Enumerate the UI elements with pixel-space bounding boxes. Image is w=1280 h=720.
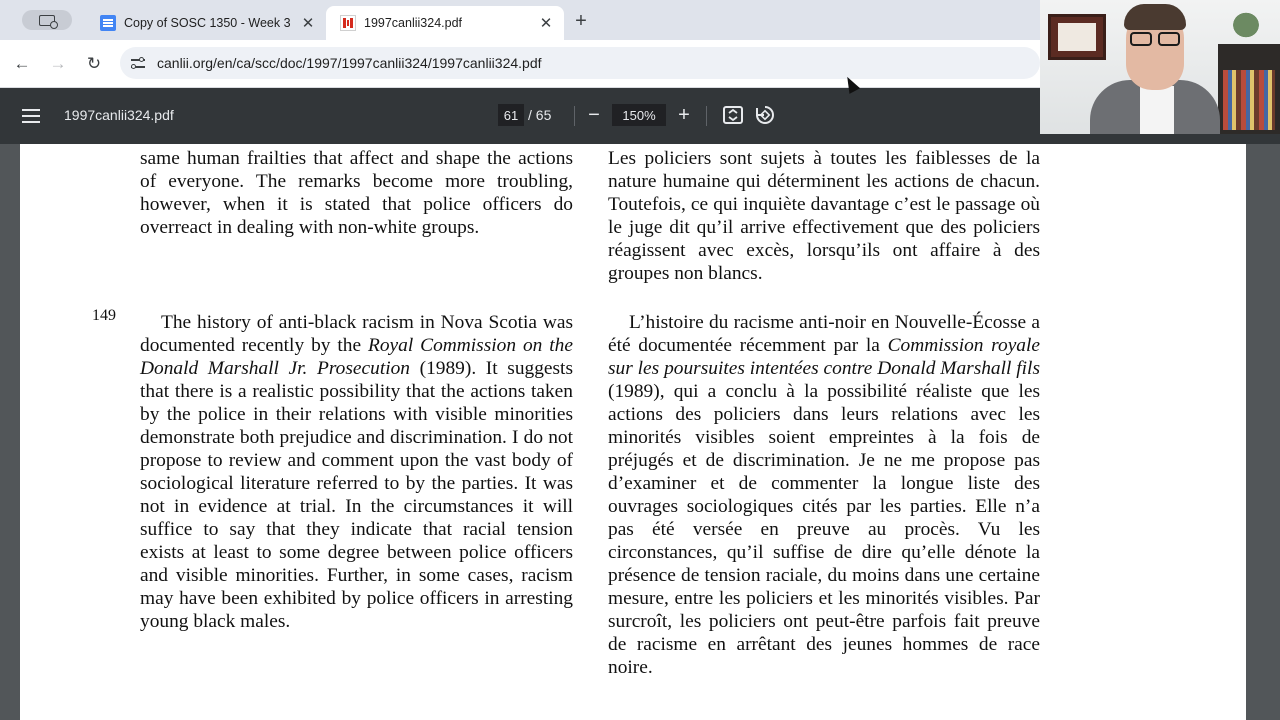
address-bar[interactable] bbox=[120, 47, 1040, 79]
page-number-input[interactable]: 61 bbox=[498, 104, 524, 126]
paragraph-number: 149 bbox=[92, 307, 116, 324]
framed-certificate bbox=[1048, 14, 1106, 60]
plant bbox=[1226, 6, 1266, 44]
pdf-page bbox=[20, 144, 1246, 720]
english-paragraph-continued: same human frailties that affect and shape the actions of everyone. The remarks become more troubling, however, when it is stated that police officers do overreact in dealing with non-white groups. bbox=[140, 148, 573, 238]
back-button[interactable]: ← bbox=[13, 54, 31, 73]
rotate-icon[interactable] bbox=[754, 104, 776, 126]
tab-title: 1997canlii324.pdf bbox=[364, 16, 462, 30]
tab-google-doc[interactable] bbox=[86, 6, 326, 40]
toolbar-divider bbox=[706, 106, 707, 126]
french-paragraph: L’histoire du racisme anti-noir en Nouvelle-Écosse a été documentée récemment par la Commission royale sur les poursuites intentées contre Donald Marshall fils (1989), qui a conclu à la possibilité réaliste que les actions des policiers dans leurs relations avec les minorités visibles soient empreintes à la fois de préjugés et de discrimination. Je ne me propose pas d’examiner et de commenter la longue liste des ouvrages sociologiques cités par les parties. Elle n’a pas été versée en preuve au procès. Vu les circonstances, qu’il suffise de dire qu’elle dénote la présence de tension raciale, du moins dans une certaine mesure, entre les policiers et les minorités visibles. Par surcroît, les policiers ont peut-être parfois fait preuve de racisme en arrêtant des jeunes hommes de race noire. bbox=[608, 312, 1040, 678]
forward-button[interactable]: → bbox=[49, 54, 67, 73]
toolbar-divider bbox=[574, 106, 575, 126]
zoom-level-input[interactable]: 150% bbox=[612, 104, 666, 126]
new-tab-button[interactable]: + bbox=[575, 9, 587, 32]
tab-title: Copy of SOSC 1350 - Week 3 bbox=[124, 16, 291, 30]
tab-search-button[interactable] bbox=[22, 10, 72, 30]
webcam-overlay bbox=[1040, 0, 1280, 134]
close-tab-icon[interactable]: ✕ bbox=[539, 15, 553, 32]
tab-search-icon bbox=[39, 15, 55, 26]
french-paragraph-continued: Les policiers sont sujets à toutes les faiblesses de la nature humaine qui déterminent les actions de chacun. Toutefois, ce qui inquiète davantage c’est le passage où le juge dit qu’il arrive effectivement que des policiers réagissent avec excès, lorsqu’ils ont affaire à des groupes non blancs. bbox=[608, 148, 1040, 284]
zoom-in-button[interactable]: + bbox=[678, 103, 690, 126]
reload-button[interactable]: ↻ bbox=[86, 54, 102, 73]
page-total: / 65 bbox=[528, 107, 552, 123]
english-paragraph: The history of anti-black racism in Nova Scotia was documented recently by the Royal Commission on the Donald Marshall Jr. Prosecution (1989). It suggests that there is a realistic possibility that the actions taken by the police in their relations with visible minorities demonstrate both prejudice and discrimination. I do not propose to review and comment upon the vast body of sociological literature referred to by the parties. It was not in evidence at trial. In the circumstances it will suffice to say that they indicate that racial tension exists at least to some degree between police officers and visible minorities. Further, in some cases, racism may have been exhibited by police officers in arresting young black males. bbox=[140, 312, 573, 632]
google-docs-icon bbox=[100, 15, 116, 31]
url-text[interactable]: canlii.org/en/ca/scc/doc/1997/1997canlii324/1997canlii324.pdf bbox=[157, 55, 542, 71]
canada-flag-icon bbox=[340, 15, 356, 31]
tab-pdf[interactable] bbox=[326, 6, 564, 40]
zoom-out-button[interactable]: − bbox=[588, 103, 600, 126]
close-tab-icon[interactable]: ✕ bbox=[301, 15, 315, 32]
menu-icon[interactable] bbox=[22, 106, 42, 126]
site-info-icon[interactable] bbox=[128, 53, 148, 73]
fit-to-page-icon[interactable] bbox=[722, 104, 744, 126]
pdf-file-name: 1997canlii324.pdf bbox=[64, 107, 174, 123]
